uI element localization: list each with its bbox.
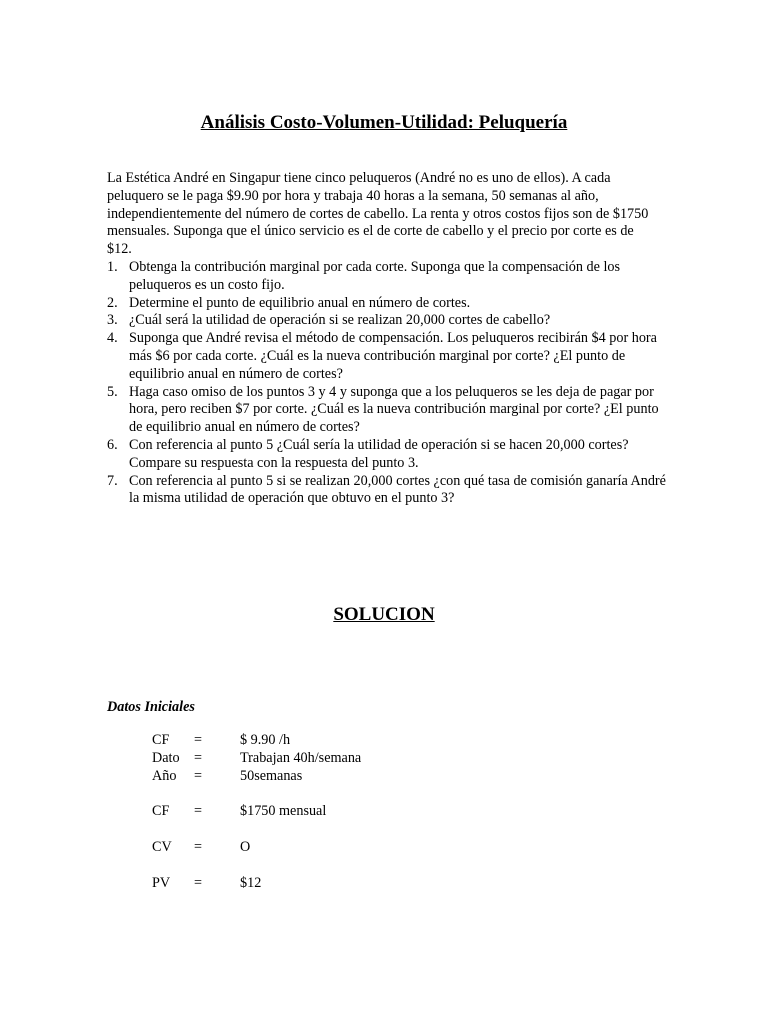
data-equals: = bbox=[194, 803, 203, 819]
data-value: $12 bbox=[240, 875, 262, 891]
question-number: 2. bbox=[107, 294, 118, 311]
data-value: 50semanas bbox=[240, 768, 303, 784]
question-text: Haga caso omiso de los puntos 3 y 4 y suponga que a los peluqueros se les deja de pagar por hora, pero reciben $7 por corte. ¿Cuál es la nueva contribución marginal por corte? ¿El punto de equilibrio anual en número de cortes? bbox=[129, 383, 659, 436]
question-item bbox=[107, 437, 667, 473]
question-item bbox=[107, 259, 667, 295]
data-label: PV bbox=[152, 875, 171, 891]
data-label: CF bbox=[152, 732, 170, 748]
question-number: 7. bbox=[107, 472, 118, 489]
question-item bbox=[107, 330, 667, 383]
question-text: Determine el punto de equilibrio anual en número de cortes. bbox=[129, 294, 471, 311]
question-number: 1. bbox=[107, 259, 118, 275]
question-text: Con referencia al punto 5 si se realizan 20,000 cortes ¿con qué tasa de comisión ganaría André la misma utilidad de operación que obtuvo en el punto 3? bbox=[129, 472, 666, 507]
data-equals: = bbox=[194, 732, 203, 748]
question-text: Suponga que André revisa el método de compensación. Los peluqueros recibirán $4 por hora más $6 por cada corte. ¿Cuál es la nueva contribución marginal por corte? ¿El punto de equilibrio anual en número de cortes? bbox=[129, 330, 657, 382]
data-label: Dato bbox=[152, 750, 180, 766]
data-label: CF bbox=[152, 803, 170, 819]
document-title: Análisis Costo-Volumen-Utilidad: Peluquería bbox=[200, 112, 568, 133]
question-text: Con referencia al punto 5 ¿Cuál sería la utilidad de operación si se hacen 20,000 cortes? Compare su respuesta con la respuesta del punto 3. bbox=[129, 436, 629, 471]
data-value: O bbox=[240, 839, 251, 855]
question-item bbox=[107, 295, 667, 313]
data-value: $ 9.90 /h bbox=[240, 732, 291, 748]
question-number: 6. bbox=[107, 436, 118, 453]
question-item bbox=[107, 473, 667, 509]
data-label: Año bbox=[152, 768, 177, 784]
datos-heading: Datos Iniciales bbox=[107, 699, 195, 715]
data-value: Trabajan 40h/semana bbox=[240, 750, 362, 766]
data-label: CV bbox=[152, 839, 172, 855]
question-number: 3. bbox=[107, 312, 118, 329]
data-equals: = bbox=[194, 750, 203, 766]
intro-paragraph: La Estética André en Singapur tiene cinco peluqueros (André no es uno de ellos). A cada peluquero se le paga $9.90 por hora y trabaja 40 horas a la semana, 50 semanas al año, independientemente del número de cortes de cabello. La renta y otros costos fijos son de $1750 mensuales. Suponga que el único servicio es el de corte de cabello y el precio por corte es de $12. bbox=[107, 170, 649, 258]
solution-heading: SOLUCION bbox=[333, 604, 435, 625]
question-text: ¿Cuál será la utilidad de operación si se realizan 20,000 cortes de cabello? bbox=[129, 312, 551, 329]
question-item bbox=[107, 384, 667, 437]
data-equals: = bbox=[194, 768, 203, 784]
question-text: Obtenga la contribución marginal por cada corte. Suponga que la compensación de los peluqueros es un costo fijo. bbox=[129, 259, 621, 293]
question-number: 4. bbox=[107, 330, 118, 347]
data-equals: = bbox=[194, 839, 203, 855]
question-list bbox=[107, 259, 667, 508]
data-equals: = bbox=[194, 875, 203, 891]
data-value: $1750 mensual bbox=[240, 803, 327, 819]
question-number: 5. bbox=[107, 383, 118, 400]
question-item bbox=[107, 312, 667, 330]
